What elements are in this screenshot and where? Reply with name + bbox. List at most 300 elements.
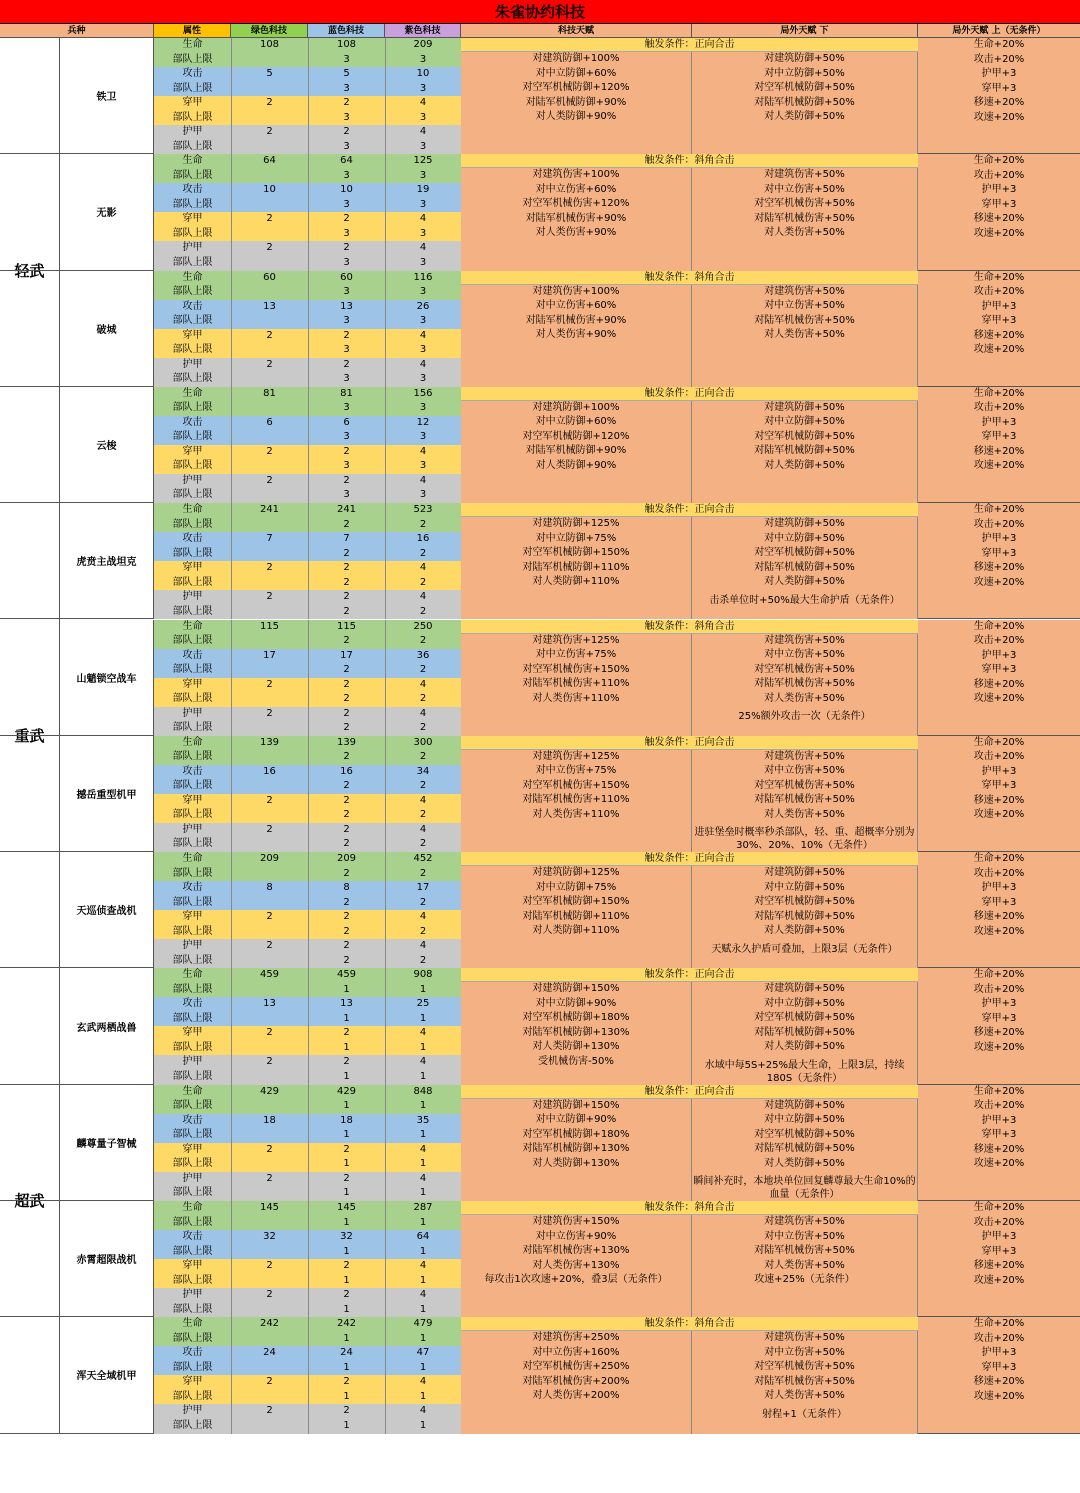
out-low-line: 对陆军机械防御+50% [754, 445, 855, 457]
stat-row [154, 808, 461, 823]
out-up-line: 穿甲+3 [981, 431, 1017, 443]
out-talent-up [918, 852, 1080, 967]
stat-label: 部队上限 [154, 1361, 232, 1376]
green-value [231, 1245, 309, 1260]
green-value: 2 [231, 96, 309, 111]
stat-label: 攻击 [154, 649, 232, 664]
out-up-line: 穿甲+3 [981, 547, 1017, 559]
tech-line: 对陆军机械防御+90% [525, 96, 627, 108]
out-low-line: 对中立伤害+50% [764, 765, 845, 777]
stat-label: 穿甲 [154, 1143, 232, 1158]
stat-label: 护甲 [154, 1288, 232, 1303]
green-value [231, 518, 309, 533]
out-talent-up [918, 1085, 1080, 1200]
blue-value: 2 [308, 750, 386, 765]
blue-value: 5 [308, 67, 386, 82]
stat-row [154, 794, 461, 809]
purple-value: 4 [385, 445, 462, 460]
stat-row [154, 212, 461, 227]
stat-row [154, 1012, 461, 1027]
stat-row [154, 896, 461, 911]
out-up-line: 移速+20% [973, 1143, 1025, 1155]
stat-label: 部队上限 [154, 285, 232, 300]
green-value: 16 [231, 765, 309, 780]
tech-line: 对中立伤害+160% [532, 1346, 620, 1358]
stat-row [154, 561, 461, 576]
blue-value: 139 [308, 736, 386, 751]
out-talent-up [918, 1317, 1080, 1432]
trigger-condition: 触发条件：正向合击 [461, 852, 918, 866]
out-low-line: 对陆军机械防御+50% [754, 1026, 855, 1038]
out-up-line: 移速+20% [973, 1260, 1025, 1271]
stat-label: 部队上限 [154, 1070, 232, 1085]
blue-value: 2 [308, 1055, 386, 1070]
green-value: 6 [231, 416, 309, 431]
blue-value: 2 [308, 212, 386, 227]
blue-value: 2 [308, 518, 386, 533]
blue-value: 1 [308, 1041, 386, 1056]
out-up-line: 移速+20% [973, 1027, 1025, 1039]
green-value [231, 896, 309, 911]
out-up-line: 护甲+3 [981, 765, 1017, 777]
stat-label: 生命 [154, 736, 232, 751]
stat-label: 部队上限 [154, 663, 232, 678]
tech-talent [461, 1215, 692, 1317]
blue-value: 2 [308, 329, 386, 344]
green-value [231, 343, 309, 358]
stat-label: 攻击 [154, 67, 232, 82]
purple-value: 1 [385, 1216, 462, 1231]
unit-name: 破城 [60, 271, 154, 386]
blue-value: 2 [308, 125, 386, 140]
blue-value: 1 [308, 1128, 386, 1143]
stat-label: 部队上限 [154, 111, 232, 126]
stat-label: 部队上限 [154, 198, 232, 213]
green-value: 10 [231, 183, 309, 198]
tech-talent [461, 52, 692, 154]
tech-line: 对人类防御+90% [535, 459, 617, 471]
stat-row [154, 954, 461, 969]
out-up-line: 攻击+20% [973, 1100, 1025, 1112]
green-value [231, 925, 309, 940]
purple-value: 4 [385, 794, 462, 809]
tech-line: 对人类伤害+110% [532, 808, 620, 820]
green-value: 2 [231, 1172, 309, 1187]
purple-value: 209 [385, 38, 462, 53]
out-up-line: 移速+20% [973, 97, 1025, 108]
stat-label: 攻击 [154, 532, 232, 547]
stat-row [154, 256, 461, 271]
tech-line: 对空军机械防御+180% [522, 1128, 630, 1140]
stat-row [154, 1404, 461, 1419]
purple-value: 4 [385, 1143, 462, 1158]
blue-value: 6 [308, 416, 386, 431]
purple-value: 250 [385, 620, 462, 635]
purple-value: 4 [385, 561, 462, 576]
stat-row [154, 590, 461, 605]
out-low-line: 对中立防御+50% [764, 997, 845, 1009]
blue-value: 2 [308, 634, 386, 649]
stat-label: 穿甲 [154, 910, 232, 925]
green-value [231, 750, 309, 765]
stat-label: 攻击 [154, 997, 232, 1012]
stat-row [154, 198, 461, 213]
purple-value: 4 [385, 1404, 462, 1419]
purple-value: 300 [385, 736, 462, 751]
stat-row [154, 1143, 461, 1158]
stat-row [154, 765, 461, 780]
out-low-line: 对空军机械防御+50% [754, 896, 855, 908]
unit-block [0, 1201, 1080, 1317]
stat-row [154, 968, 461, 983]
category-cell: 重武 [0, 503, 60, 968]
tech-line: 对人类防御+130% [532, 1041, 620, 1053]
blue-value: 3 [308, 198, 386, 213]
trigger-condition: 触发条件：正向合击 [461, 736, 918, 750]
stat-label: 护甲 [154, 1404, 232, 1419]
stat-label: 部队上限 [154, 896, 232, 911]
stat-row [154, 881, 461, 896]
out-up-line: 生命+20% [973, 271, 1025, 283]
blue-value: 1 [308, 1070, 386, 1085]
green-value: 2 [231, 1375, 309, 1390]
stat-label: 部队上限 [154, 227, 232, 242]
out-low-line: 对陆军机械伤害+50% [754, 314, 855, 326]
green-value [231, 721, 309, 736]
out-up-line: 生命+20% [973, 1202, 1025, 1213]
tech-line: 对空军机械防御+120% [522, 82, 630, 93]
out-up-line: 护甲+3 [981, 998, 1017, 1010]
stat-row [154, 169, 461, 184]
purple-value: 3 [385, 401, 462, 416]
tech-line: 对空军机械防御+180% [522, 1012, 630, 1024]
out-talent-low [692, 285, 918, 387]
purple-value: 3 [385, 372, 462, 387]
tech-line: 对人类防御+110% [532, 925, 620, 937]
trigger-condition: 触发条件：斜角合击 [461, 620, 918, 634]
blue-value: 32 [308, 1230, 386, 1245]
stat-label: 部队上限 [154, 867, 232, 882]
out-up-line: 攻击+20% [973, 518, 1025, 530]
green-value [231, 867, 309, 882]
unit-name: 无影 [60, 154, 154, 269]
stat-row [154, 82, 461, 97]
green-value: 2 [231, 1259, 309, 1274]
stat-label: 部队上限 [154, 518, 232, 533]
tech-line: 每攻击1次攻速+20%，叠3层（无条件） [484, 1274, 668, 1285]
stat-row [154, 300, 461, 315]
stat-label: 部队上限 [154, 954, 232, 969]
purple-value: 3 [385, 111, 462, 126]
stat-label: 攻击 [154, 1346, 232, 1361]
green-value [231, 692, 309, 707]
green-value [231, 111, 309, 126]
out-low-line: 对陆军机械伤害+50% [754, 794, 855, 806]
stat-label: 部队上限 [154, 82, 232, 97]
stat-label: 部队上限 [154, 169, 232, 184]
stat-label: 部队上限 [154, 750, 232, 765]
out-low-extra: 瞬间补充时，本地块单位回复麟尊最大生命10%的血量（无条件） [693, 1176, 916, 1201]
blue-value: 13 [308, 300, 386, 315]
stat-row [154, 1055, 461, 1070]
stat-row [154, 271, 461, 286]
purple-value: 4 [385, 125, 462, 140]
out-talent-up [918, 620, 1080, 735]
out-low-line: 对建筑防御+50% [764, 867, 845, 879]
green-value: 60 [231, 271, 309, 286]
out-low-line: 对空军机械防御+50% [754, 1012, 855, 1024]
stat-row [154, 547, 461, 562]
tech-line: 对中立伤害+60% [535, 183, 617, 195]
tech-line: 对空军机械伤害+150% [522, 663, 630, 675]
green-value [231, 314, 309, 329]
stat-label: 部队上限 [154, 430, 232, 445]
stat-label: 穿甲 [154, 1026, 232, 1041]
unit-name: 云梭 [60, 387, 154, 502]
blue-value: 2 [308, 837, 386, 852]
out-up-line: 护甲+3 [981, 1114, 1017, 1126]
unit-name: 天巡侦查战机 [60, 852, 154, 967]
blue-value: 2 [308, 547, 386, 562]
blue-value: 1 [308, 1186, 386, 1201]
green-value [231, 1361, 309, 1376]
out-up-line: 穿甲+3 [981, 1361, 1017, 1373]
tech-line: 对中立防御+75% [535, 881, 617, 893]
stat-label: 部队上限 [154, 256, 232, 271]
tech-line: 对空军机械伤害+120% [522, 198, 630, 210]
stat-label: 护甲 [154, 823, 232, 838]
blue-value: 2 [308, 779, 386, 794]
purple-value: 452 [385, 852, 462, 867]
purple-value: 4 [385, 212, 462, 227]
green-value [231, 808, 309, 823]
green-value: 241 [231, 503, 309, 518]
blue-value: 1 [308, 1245, 386, 1260]
stat-row [154, 387, 461, 402]
stat-row [154, 1375, 461, 1390]
out-talent-up [918, 38, 1080, 153]
green-value [231, 663, 309, 678]
out-up-line: 攻速+20% [973, 1274, 1025, 1286]
stat-row [154, 910, 461, 925]
green-value: 13 [231, 997, 309, 1012]
blue-value: 1 [308, 1390, 386, 1405]
out-up-line: 攻速+20% [973, 227, 1025, 239]
green-value: 2 [231, 1404, 309, 1419]
stat-row [154, 692, 461, 707]
stat-row [154, 983, 461, 998]
purple-value: 3 [385, 343, 462, 358]
green-value [231, 1303, 309, 1318]
tech-line: 对空军机械防御+120% [522, 430, 630, 442]
header-out-talent-up: 局外天赋 上（无条件） [918, 24, 1080, 38]
stat-row [154, 140, 461, 155]
stat-label: 护甲 [154, 1055, 232, 1070]
green-value: 2 [231, 823, 309, 838]
stat-row [154, 605, 461, 620]
out-up-line: 护甲+3 [981, 533, 1017, 545]
stat-row [154, 736, 461, 751]
tech-talent [461, 982, 692, 1084]
category-cell: 轻武 [0, 38, 60, 503]
stat-label: 生命 [154, 1317, 232, 1332]
out-talent-low [692, 517, 918, 619]
out-up-line: 攻击+20% [973, 635, 1025, 646]
stat-label: 部队上限 [154, 488, 232, 503]
unit-block [0, 271, 1080, 387]
green-value [231, 547, 309, 562]
tech-line: 对中立防御+60% [535, 67, 617, 79]
stat-label: 攻击 [154, 1114, 232, 1129]
green-value [231, 372, 309, 387]
blue-value: 3 [308, 372, 386, 387]
tech-line: 对陆军机械防御+130% [522, 1026, 630, 1038]
out-low-line: 对中立伤害+50% [764, 1346, 845, 1358]
purple-value: 4 [385, 1259, 462, 1274]
out-low-extra: 射程+1（无条件） [762, 1408, 847, 1420]
tech-line: 对建筑伤害+100% [532, 285, 620, 297]
green-value: 2 [231, 445, 309, 460]
stat-label: 护甲 [154, 474, 232, 489]
blue-value: 3 [308, 111, 386, 126]
stat-row [154, 227, 461, 242]
out-low-line: 对中立伤害+50% [764, 649, 845, 660]
out-low-line: 对空军机械防御+50% [754, 82, 855, 93]
stat-label: 生命 [154, 38, 232, 53]
green-value [231, 983, 309, 998]
purple-value: 1 [385, 1041, 462, 1056]
stat-label: 生命 [154, 1085, 232, 1100]
tech-line: 对陆军机械伤害+130% [522, 1245, 630, 1256]
stat-row [154, 474, 461, 489]
unit-name: 铁卫 [60, 38, 154, 153]
unit-name: 玄武两栖战兽 [60, 968, 154, 1083]
stat-row [154, 837, 461, 852]
purple-value: 4 [385, 329, 462, 344]
out-low-line: 对陆军机械伤害+50% [754, 678, 855, 689]
purple-value: 1 [385, 1186, 462, 1201]
blue-value: 3 [308, 459, 386, 474]
out-up-line: 移速+20% [973, 678, 1025, 690]
stat-label: 穿甲 [154, 96, 232, 111]
blue-value: 2 [308, 1404, 386, 1419]
stat-row [154, 125, 461, 140]
out-low-line: 对建筑伤害+50% [764, 634, 845, 646]
blue-value: 1 [308, 1012, 386, 1027]
purple-value: 3 [385, 227, 462, 242]
purple-value: 125 [385, 154, 462, 169]
out-low-line: 对建筑防御+50% [764, 518, 845, 530]
out-low-line: 对空军机械伤害+50% [754, 198, 855, 210]
green-value [231, 488, 309, 503]
out-low-line: 对人类防御+50% [764, 111, 845, 122]
out-low-line: 对中立防御+50% [764, 881, 845, 893]
out-talent-up [918, 736, 1080, 851]
tech-talent [461, 1099, 692, 1201]
stat-row [154, 518, 461, 533]
trigger-condition: 触发条件：斜角合击 [461, 1201, 918, 1215]
out-low-line: 对人类伤害+50% [764, 692, 845, 704]
purple-value: 523 [385, 503, 462, 518]
green-value: 2 [231, 212, 309, 227]
out-up-line: 生命+20% [973, 853, 1025, 865]
purple-value: 2 [385, 925, 462, 940]
stat-row [154, 1390, 461, 1405]
tech-line: 对人类防御+90% [535, 111, 617, 122]
purple-value: 4 [385, 1055, 462, 1070]
blue-value: 2 [308, 474, 386, 489]
blue-value: 209 [308, 852, 386, 867]
blue-value: 1 [308, 1157, 386, 1172]
blue-value: 2 [308, 939, 386, 954]
tech-line: 对中立防御+75% [535, 532, 617, 544]
purple-value: 1 [385, 1419, 462, 1434]
green-value [231, 1012, 309, 1027]
unit-block [0, 154, 1080, 270]
out-up-line: 穿甲+3 [981, 82, 1017, 94]
purple-value: 10 [385, 67, 462, 82]
green-value [231, 779, 309, 794]
stat-row [154, 1114, 461, 1129]
stat-row [154, 852, 461, 867]
out-up-line: 穿甲+3 [981, 1129, 1017, 1141]
stat-label: 穿甲 [154, 212, 232, 227]
blue-value: 7 [308, 532, 386, 547]
stat-label: 部队上限 [154, 459, 232, 474]
green-value: 115 [231, 620, 309, 635]
out-talent-up [918, 1201, 1080, 1316]
purple-value: 4 [385, 1026, 462, 1041]
tech-line: 对人类伤害+90% [535, 329, 617, 341]
green-value: 2 [231, 561, 309, 576]
stat-label: 生命 [154, 387, 232, 402]
unit-block [0, 968, 1080, 1084]
stat-row [154, 939, 461, 954]
purple-value: 4 [385, 910, 462, 925]
stat-row [154, 750, 461, 765]
out-up-line: 生命+20% [973, 1318, 1025, 1330]
out-up-line: 护甲+3 [981, 1347, 1017, 1359]
out-low-line: 对中立伤害+50% [764, 300, 845, 312]
stat-label: 部队上限 [154, 547, 232, 562]
stat-label: 部队上限 [154, 605, 232, 620]
stat-label: 部队上限 [154, 140, 232, 155]
stat-label: 部队上限 [154, 1303, 232, 1318]
tech-talent [461, 401, 692, 503]
stat-label: 攻击 [154, 881, 232, 896]
out-up-line: 移速+20% [973, 794, 1025, 806]
tech-line: 对陆军机械伤害+110% [522, 678, 630, 689]
blue-value: 2 [308, 561, 386, 576]
stat-row [154, 663, 461, 678]
blue-value: 3 [308, 82, 386, 97]
tech-line: 对陆军机械伤害+200% [522, 1375, 630, 1387]
green-value [231, 1157, 309, 1172]
tech-line: 对空军机械防御+150% [522, 547, 630, 559]
stat-label: 护甲 [154, 1172, 232, 1187]
purple-value: 2 [385, 605, 462, 620]
purple-value: 1 [385, 1332, 462, 1347]
green-value: 8 [231, 881, 309, 896]
purple-value: 2 [385, 518, 462, 533]
stat-row [154, 634, 461, 649]
blue-value: 2 [308, 96, 386, 111]
out-up-line: 攻速+20% [973, 1041, 1025, 1053]
stat-row [154, 1157, 461, 1172]
purple-value: 2 [385, 634, 462, 649]
green-value: 2 [231, 678, 309, 693]
purple-value: 34 [385, 765, 462, 780]
